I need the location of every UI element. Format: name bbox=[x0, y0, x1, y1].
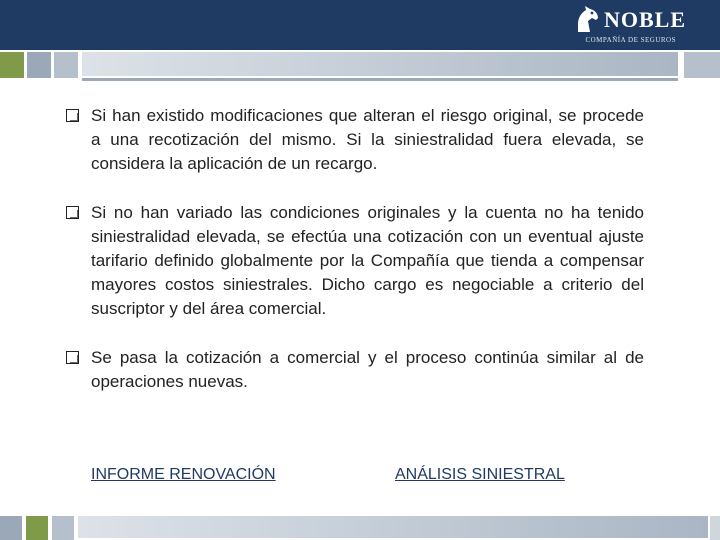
bullet-item bbox=[66, 201, 644, 321]
decor-square-gray bbox=[27, 52, 51, 78]
decor-square-gray bbox=[710, 516, 720, 540]
decor-square-gray bbox=[52, 516, 74, 540]
analisis-siniestral-link[interactable]: ANÁLISIS SINIESTRAL bbox=[395, 466, 565, 483]
decor-square-gray bbox=[0, 516, 22, 540]
decor-square-gray bbox=[54, 52, 78, 78]
knight-horse-icon bbox=[572, 4, 602, 34]
checkbox-bullet-icon bbox=[66, 206, 79, 219]
links-row bbox=[0, 466, 720, 488]
decor-long-band bbox=[82, 52, 678, 76]
bullet-item bbox=[66, 346, 644, 394]
logo-subtitle: COMPAÑÍA DE SEGUROS bbox=[585, 36, 676, 44]
checkbox-bullet-icon bbox=[66, 109, 79, 122]
checkbox-bullet-icon bbox=[66, 351, 79, 364]
bullet-text: Si no han variado las condiciones originales y la cuenta no ha tenido siniestralidad elevada, se efectúa una cotización con un eventual ajuste tarifario definido globalmente por la Compañía que tienda a compensar mayores costos siniestrales. Dicho cargo es negociable a criterio del suscriptor y del área comercial. bbox=[91, 203, 644, 318]
decor-square-green bbox=[0, 52, 24, 78]
informe-renovacion-link[interactable]: INFORME RENOVACIÓN bbox=[91, 466, 276, 483]
top-decor-bar bbox=[0, 52, 720, 78]
logo-wordmark: NOBLE bbox=[604, 7, 687, 32]
company-logo bbox=[572, 2, 712, 48]
header-bar bbox=[0, 0, 720, 50]
decor-square-gray bbox=[684, 52, 720, 78]
bullet-item bbox=[66, 104, 644, 176]
top-divider bbox=[82, 78, 678, 81]
bullet-list bbox=[66, 104, 644, 394]
bullet-text: Si han existido modificaciones que alteran el riesgo original, se procede a una recotización del mismo. Si la siniestralidad fuera elevada, se considera la aplicación de un recargo. bbox=[91, 106, 644, 173]
decor-square-green bbox=[26, 516, 48, 540]
decor-long-band bbox=[78, 516, 708, 538]
bottom-decor-bar bbox=[0, 516, 720, 540]
bullet-text: Se pasa la cotización a comercial y el proceso continúa similar al de operaciones nuevas. bbox=[91, 348, 644, 391]
